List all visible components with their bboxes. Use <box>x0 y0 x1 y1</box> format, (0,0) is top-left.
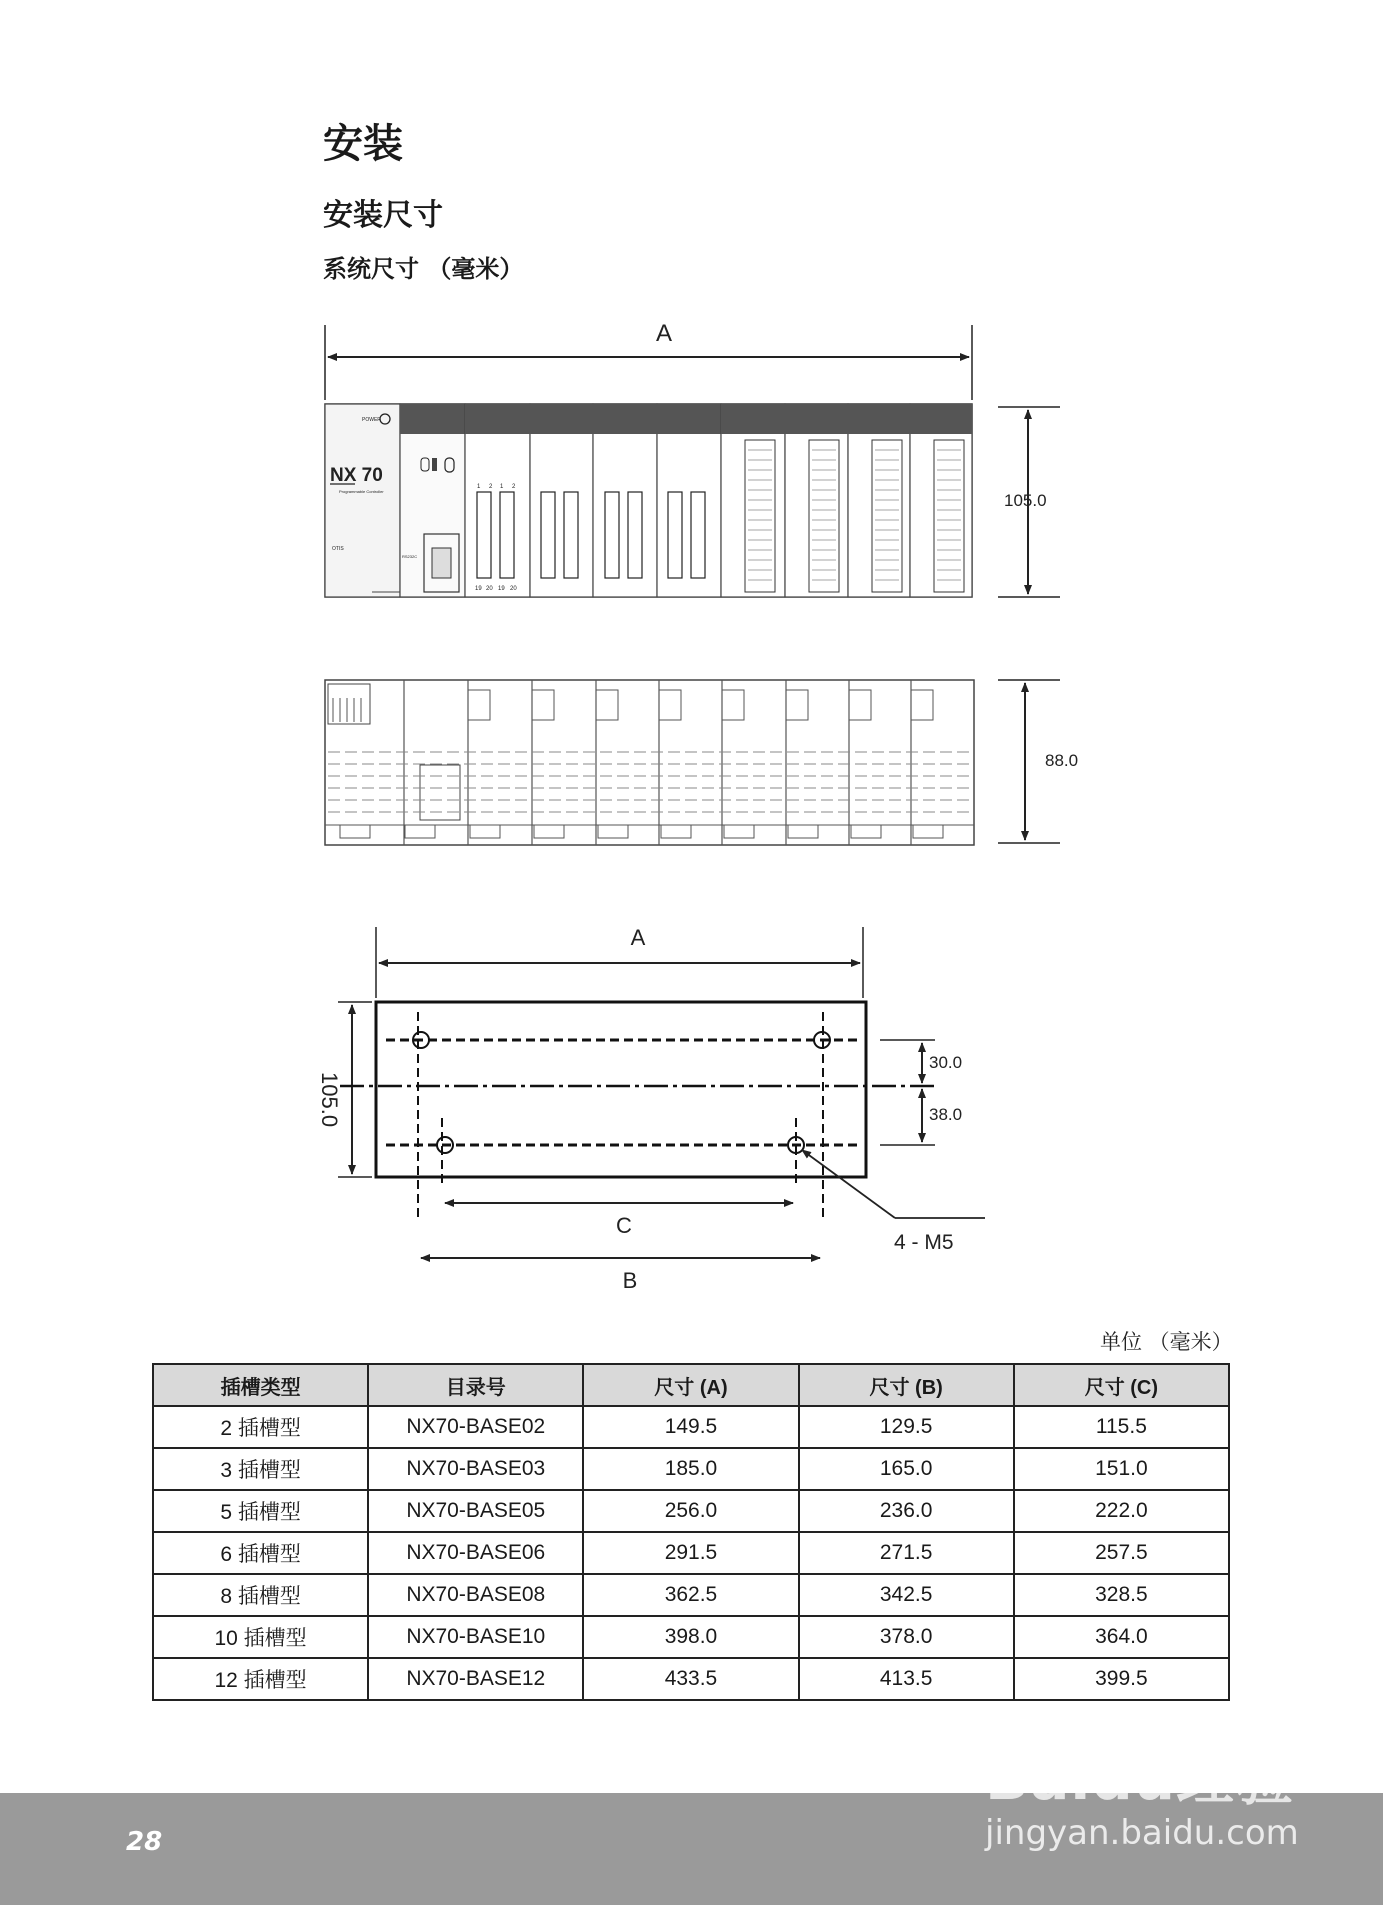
table-cell: 398.0 <box>583 1616 798 1658</box>
table-cell: 433.5 <box>583 1658 798 1700</box>
table-cell: 8 插槽型 <box>153 1574 368 1616</box>
column-header: 插槽类型 <box>153 1364 368 1406</box>
io-modules-connector <box>465 404 721 597</box>
table-cell: 165.0 <box>799 1448 1014 1490</box>
table-cell: 3 插槽型 <box>153 1448 368 1490</box>
table-cell: 115.5 <box>1014 1406 1229 1448</box>
subsection-title: 系统尺寸 （毫米） <box>323 255 524 283</box>
table-cell: 222.0 <box>1014 1490 1229 1532</box>
maker-label: OTIS <box>332 546 344 552</box>
section-title: 安装尺寸 <box>323 198 443 233</box>
table-cell: 2 插槽型 <box>153 1406 368 1448</box>
column-header: 目录号 <box>368 1364 583 1406</box>
table-cell: 129.5 <box>799 1406 1014 1448</box>
column-header: 尺寸 (A) <box>583 1364 798 1406</box>
terminal-label-top-1: 1 <box>477 484 481 490</box>
hole-spec-label: 4 - M5 <box>894 1231 954 1254</box>
table-row <box>153 1490 1229 1532</box>
terminal-label-bottom-3: 19 <box>498 586 505 592</box>
dimension-c-label: C <box>616 1213 632 1238</box>
watermark-logo: Baidu经验 <box>985 1745 1295 1813</box>
table-cell: NX70-BASE08 <box>368 1574 583 1616</box>
table-cell: 149.5 <box>583 1406 798 1448</box>
side-view-drawing <box>325 680 1078 845</box>
table-cell: 328.5 <box>1014 1574 1229 1616</box>
unit-note: 单位 （毫米） <box>1100 1330 1233 1354</box>
terminal-label-bottom-1: 19 <box>475 586 482 592</box>
table-cell: NX70-BASE02 <box>368 1406 583 1448</box>
upper-offset-label: 30.0 <box>929 1053 963 1072</box>
table-cell: NX70-BASE12 <box>368 1658 583 1700</box>
table-cell: 342.5 <box>799 1574 1014 1616</box>
terminal-label-bottom-4: 20 <box>510 586 517 592</box>
table-cell: 151.0 <box>1014 1448 1229 1490</box>
terminal-label-bottom-2: 20 <box>486 586 493 592</box>
table-row <box>153 1532 1229 1574</box>
dimension-a-label: A <box>655 320 673 347</box>
table-cell: 364.0 <box>1014 1616 1229 1658</box>
front-height-label: 105.0 <box>1004 491 1047 510</box>
table-cell: NX70-BASE10 <box>368 1616 583 1658</box>
lower-offset-label: 38.0 <box>929 1105 963 1124</box>
dimension-table <box>152 1363 1230 1701</box>
terminal-label-top-4: 2 <box>512 484 516 490</box>
table-cell: 413.5 <box>799 1658 1014 1700</box>
dimension-b-label: B <box>622 1268 638 1293</box>
front-view-drawing <box>325 320 1060 597</box>
power-module <box>325 404 400 597</box>
plan-height-label: 105.0 <box>317 1072 342 1128</box>
table-cell: 291.5 <box>583 1532 798 1574</box>
table-cell: 5 插槽型 <box>153 1490 368 1532</box>
table-cell: 378.0 <box>799 1616 1014 1658</box>
brand-label: NX 70 <box>330 465 383 486</box>
io-modules-terminal-block <box>721 404 972 597</box>
table-cell: NX70-BASE06 <box>368 1532 583 1574</box>
column-header: 尺寸 (B) <box>799 1364 1014 1406</box>
column-header: 尺寸 (C) <box>1014 1364 1229 1406</box>
table-row <box>153 1616 1229 1658</box>
table-cell: 257.5 <box>1014 1532 1229 1574</box>
table-cell: 185.0 <box>583 1448 798 1490</box>
terminal-label-top-3: 1 <box>500 484 504 490</box>
table-cell: NX70-BASE03 <box>368 1448 583 1490</box>
table-cell: 10 插槽型 <box>153 1616 368 1658</box>
table-cell: 236.0 <box>799 1490 1014 1532</box>
table-row <box>153 1448 1229 1490</box>
table-row <box>153 1406 1229 1448</box>
brand-subtitle: Programmable Controller <box>339 489 384 494</box>
port-label: RS232C <box>402 554 418 559</box>
plan-dimension-a-label: A <box>630 925 646 950</box>
table-header-row <box>153 1364 1229 1406</box>
mounting-plan-drawing <box>317 925 985 1293</box>
side-height-label: 88.0 <box>1045 751 1079 770</box>
page-title: 安装 <box>323 121 403 167</box>
table-cell: 6 插槽型 <box>153 1532 368 1574</box>
table-cell: 271.5 <box>799 1532 1014 1574</box>
table-cell: 256.0 <box>583 1490 798 1532</box>
power-label: POWER <box>362 417 381 423</box>
table-row <box>153 1574 1229 1616</box>
terminal-label-top-2: 2 <box>489 484 493 490</box>
table-cell: NX70-BASE05 <box>368 1490 583 1532</box>
table-cell: 399.5 <box>1014 1658 1229 1700</box>
table-cell: 362.5 <box>583 1574 798 1616</box>
table-row <box>153 1658 1229 1700</box>
table-cell: 12 插槽型 <box>153 1658 368 1700</box>
page-number: 28 <box>126 1827 163 1857</box>
watermark-url: jingyan.baidu.com <box>985 1813 1299 1853</box>
